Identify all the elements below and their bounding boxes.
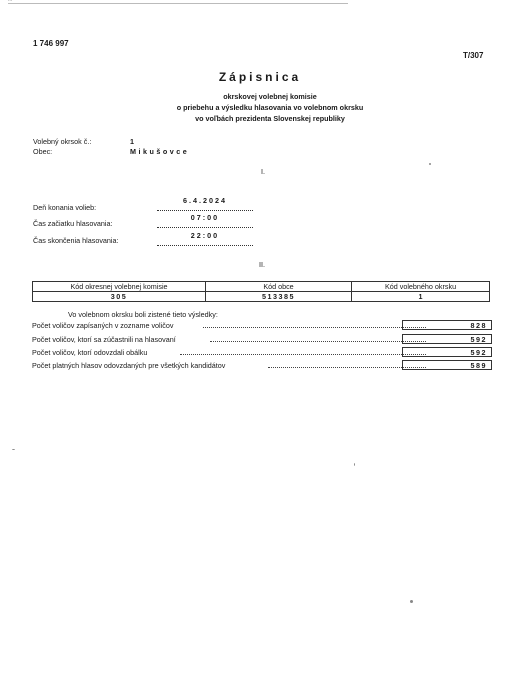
document-number: 1 746 997 <box>33 39 69 48</box>
start-time-value: 07:00 <box>157 213 253 228</box>
subtitle-line-3: vo voľbách prezidenta Slovenskej republiky <box>195 114 345 123</box>
district-value: 1 <box>130 137 134 146</box>
codes-value-row <box>33 292 490 302</box>
result-value: 592 <box>402 347 492 357</box>
scanner-header-line: ... <box>8 0 348 4</box>
election-day-label: Deň konania volieb: <box>33 203 97 212</box>
result-row-registered-voters <box>32 320 492 331</box>
election-day-value: 6.4.2024 <box>157 196 253 211</box>
municipality-label: Obec: <box>33 147 53 156</box>
section-2-heading: II. <box>259 260 265 269</box>
dot-leader <box>203 327 426 328</box>
district-label: Volebný okrsok č.: <box>33 137 92 146</box>
result-row-participating-voters <box>32 334 492 345</box>
scan-speck <box>410 600 413 603</box>
district-code-header: Kód volebného okrsku <box>352 282 490 292</box>
municipality-code-header: Kód obce <box>206 282 352 292</box>
result-label: Počet voličov, ktorí sa zúčastnili na hlasovaní <box>32 335 176 344</box>
result-value: 589 <box>402 360 492 370</box>
form-code: T/307 <box>463 51 484 60</box>
result-row-valid-votes <box>32 360 492 371</box>
codes-header-row <box>33 282 490 292</box>
result-label: Počet platných hlasov odovzdaných pre všetkých kandidátov <box>32 361 226 370</box>
result-label: Počet voličov, ktorí odovzdali obálku <box>32 348 148 357</box>
results-intro: Vo volebnom okrsku boli zistené tieto výsledky: <box>68 310 218 319</box>
result-value: 592 <box>402 334 492 344</box>
dot-leader <box>180 354 426 355</box>
start-time-label: Čas začiatku hlasovania: <box>33 219 113 228</box>
result-label: Počet voličov zapísaných v zozname voličov <box>32 321 174 330</box>
result-value: 828 <box>402 320 492 330</box>
codes-table <box>32 281 490 302</box>
district-commission-code-header: Kód okresnej volebnej komisie <box>33 282 206 292</box>
district-code-value: 1 <box>352 292 490 302</box>
scan-speck <box>12 449 15 450</box>
subtitle-line-1: okrskovej volebnej komisie <box>223 92 317 101</box>
scan-speck <box>354 463 355 466</box>
end-time-label: Čas skončenia hlasovania: <box>33 236 119 245</box>
section-1-heading: I. <box>261 167 265 176</box>
municipality-value: Mikušovce <box>130 147 190 156</box>
result-row-envelopes-returned <box>32 347 492 358</box>
scan-speck <box>429 163 431 165</box>
dot-leader <box>210 341 426 342</box>
municipality-code-value: 513385 <box>206 292 352 302</box>
end-time-value: 22:00 <box>157 231 253 246</box>
subtitle-line-2: o priebehu a výsledku hlasovania vo volebnom okrsku <box>176 103 364 112</box>
document-title: Zápisnica <box>218 70 302 84</box>
district-commission-code-value: 305 <box>33 292 206 302</box>
